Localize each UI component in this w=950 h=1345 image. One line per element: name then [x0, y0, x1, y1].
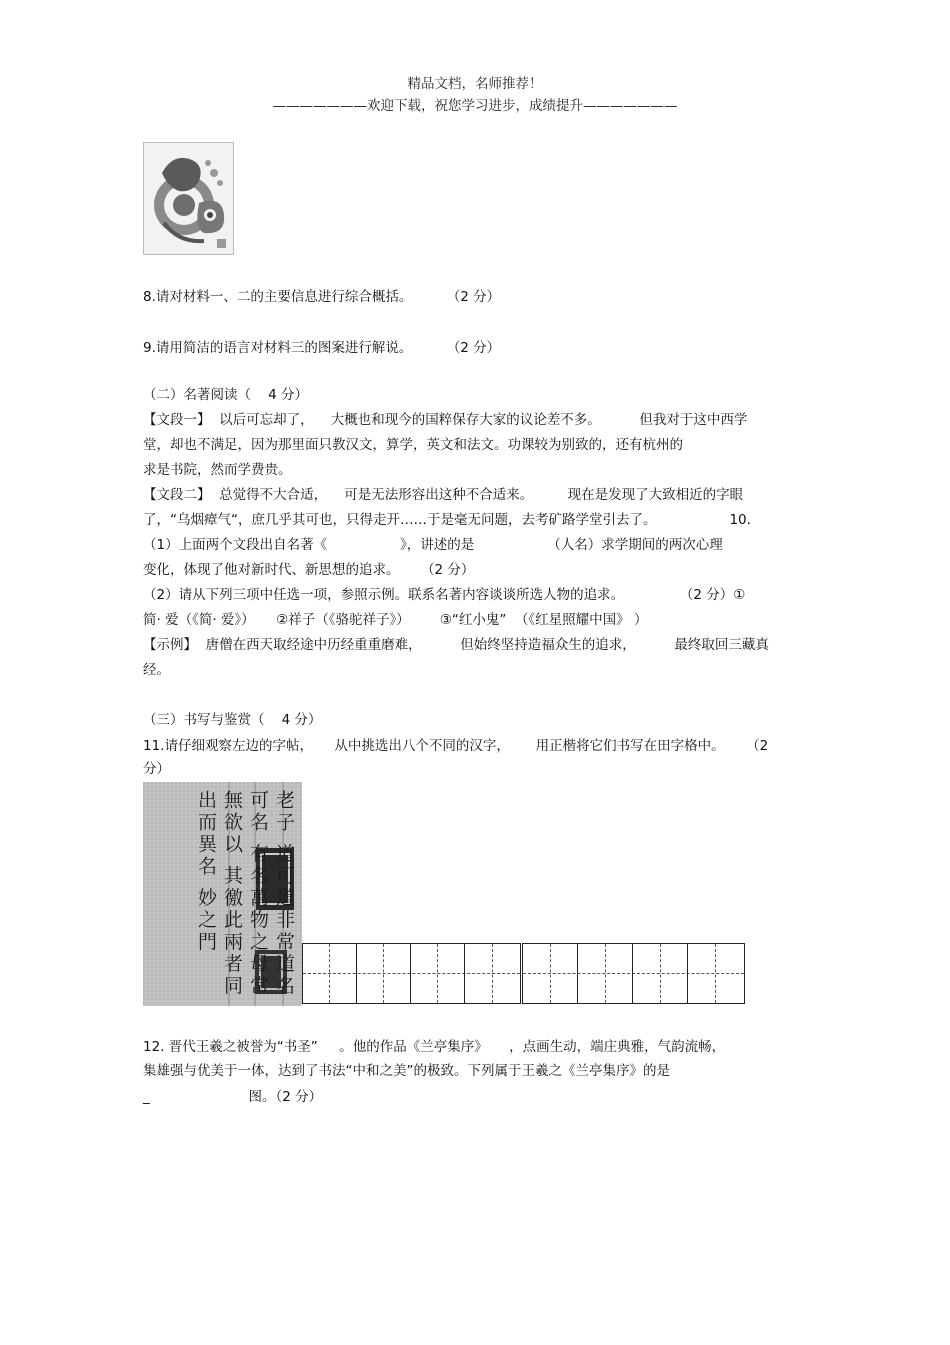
- grid-cell[interactable]: [411, 944, 465, 1003]
- header-line-1: 精品文档，名师推荐！: [407, 76, 543, 92]
- section-2-line: 经。: [143, 662, 170, 678]
- question-11-line-1: 11.请仔细观察左边的字帖， 从中挑选出八个不同的汉字， 用正楷将它们书写在田字格中。 （2: [143, 738, 769, 754]
- section-2-line: 【示例】 唐僧在西天取经途中历经重重磨难， 但始终坚持造福众生的追求， 最终取回三藏真: [143, 637, 769, 653]
- section-2-line: 了，“乌烟瘴气“，庶几乎其可也，只得走开……于是毫无问题，去考矿路学堂引去了。 10.: [143, 512, 751, 528]
- grid-cell[interactable]: [303, 944, 357, 1003]
- section-2-line: 简· 爱（《简· 爱》） ②祥子（《骆驼祥子》） ③“红小鬼” （《红星照耀中国》 ）: [143, 612, 648, 628]
- section-2-line: （2）请从下列三项中任选一项，参照示例。联系名著内容谈谈所选人物的追求。 （2 分）①: [143, 587, 746, 603]
- question-12-line-3: _ 图。（2 分）: [143, 1089, 323, 1105]
- question-11-line-2: 分）: [143, 761, 170, 777]
- question-12-line-1: 12. 晋代王羲之被誉为“书圣” 。他的作品《兰亭集序》 ，点画生动，端庄典雅，气韵流畅，: [143, 1039, 726, 1055]
- grid-cell[interactable]: [633, 944, 688, 1003]
- question-12-line-2: 集雄强与优美于一体，达到了书法“中和之美”的极致。下列属于王羲之《兰亭集序》的是: [143, 1063, 670, 1079]
- question-9: 9.请用简洁的语言对材料三的图案进行解说。 （2 分）: [143, 340, 501, 356]
- calligraphy-copybook-image: [143, 782, 302, 1006]
- papercut-image: [143, 142, 234, 255]
- grid-cell[interactable]: [465, 944, 519, 1003]
- grid-cell[interactable]: [688, 944, 743, 1003]
- calligraphy-text: 老子 道可道非常道名可名 有名萬物之母常無欲以 其徼此兩者同出而異名 妙之門: [195, 790, 295, 998]
- grid-cell[interactable]: [523, 944, 578, 1003]
- question-8: 8.请对材料一、二的主要信息进行综合概括。 （2 分）: [143, 289, 501, 305]
- section-2-line: 堂，却也不满足，因为那里面只教汉文，算学，英文和法文。功课较为别致的，还有杭州的: [143, 437, 683, 453]
- grid-cell[interactable]: [357, 944, 411, 1003]
- writing-grid-left[interactable]: [302, 943, 521, 1004]
- writing-grid-right[interactable]: [522, 943, 745, 1004]
- section-2-line: 求是书院，然而学费贵。: [143, 462, 292, 478]
- section-2-line: 【文段一】 以后可忘却了， 大概也和现今的国粹保存大家的议论差不多。 但我对于这中西学: [143, 412, 748, 428]
- section-2-title: （二）名著阅读（ 4 分）: [143, 387, 309, 403]
- section-2-line: 变化，体现了他对新时代、新思想的追求。 （2 分）: [143, 562, 475, 578]
- section-2-line: 【文段二】 总觉得不大合适， 可是无法形容出这种不合适来。 现在是发现了大致相近的字眼: [143, 487, 744, 503]
- grid-cell[interactable]: [578, 944, 633, 1003]
- section-2-line: （1）上面两个文段出自名著《 》，讲述的是 （人名）求学期间的两次心理: [143, 537, 723, 553]
- header-line-2: ———————欢迎下载，祝您学习进步，成绩提升———————: [272, 98, 678, 114]
- section-3-title: （三）书写与鉴赏（ 4 分）: [143, 712, 322, 728]
